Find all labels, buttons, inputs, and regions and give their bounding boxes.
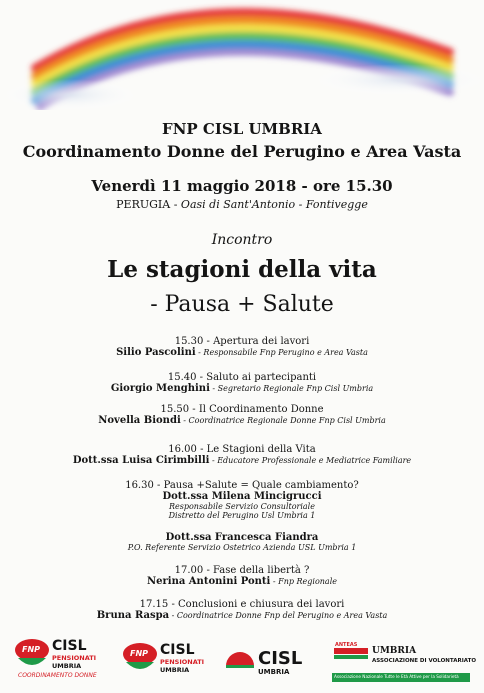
event-title: Le stagioni della vita [107,256,377,283]
brand-line: UMBRIA [258,668,290,676]
event-venue: Oasi di Sant'Antonio - Fontivegge [180,198,368,211]
event-city: PERUGIA - [116,198,181,211]
program-speaker-line [0,347,484,358]
program-role: P.O. Referente Servizio Ostetrico Azienda USL Umbria 1 [127,543,357,552]
program-item [0,372,484,394]
event-subtitle: - Pausa + Salute [150,292,334,317]
brand-line: PENSIONATI [160,658,205,666]
program-speaker-line [0,610,484,621]
program-time: 17.15 - Conclusioni e chiusura dei lavori [139,599,345,610]
badge-text: FNP [22,645,41,654]
program-speaker-line [0,415,484,426]
brand-line: Associazione Nazionale Tutte le Età Attive per la Solidarietà [334,674,459,679]
program-item [0,565,484,587]
program-role: - Segretario Regionale Fnp Cisl Umbria [209,384,374,393]
program-role: Responsabile Servizio Consultoriale [169,502,315,511]
program-role: - Coordinatrice Regionale Donne Fnp Cisl Umbria [180,416,386,425]
program-item [0,480,484,520]
badge-text: ANTEAS [335,642,358,648]
cisl-umbria-logo [222,632,327,687]
program-speaker-line [0,455,484,466]
program-speaker: Nerina Antonini Ponti [147,576,271,587]
brand-name: CISL [52,638,87,654]
brand-name: CISL [160,642,195,658]
program-speaker: Dott.ssa Luisa Cirimbilli [72,455,210,466]
coordination-title: Coordinamento Donne del Perugino e Area Vasta [22,142,462,161]
event-date: Venerdì 11 maggio 2018 - ore 15.30 [91,177,393,195]
fnp-cisl-logo [120,632,230,687]
fnp-cisl-donne-logo [12,632,122,687]
brand-line: UMBRIA [160,666,190,674]
program-role: - Responsabile Fnp Perugino e Area Vasta [195,348,368,357]
program-time: 16.00 - Le Stagioni della Vita [168,444,316,455]
program-time: 15.40 - Saluto ai partecipanti [167,372,317,383]
brand-line: ASSOCIAZIONE DI VOLONTARIATO [372,658,477,664]
program-time: 15.50 - Il Coordinamento Donne [160,404,324,415]
brand-line: UMBRIA [52,662,82,670]
logo-footer [0,632,484,687]
program-item [0,599,484,621]
brand-name: CISL [258,648,303,669]
program-speaker-line [0,576,484,587]
organization-name: FNP CISL UMBRIA [162,120,322,138]
brand-line: COORDINAMENTO DONNE [18,672,97,679]
program-item [0,532,484,552]
program-role: - Educatore Professionale e Mediatrice Familiare [209,456,412,465]
program-speaker: Giorgio Menghini [110,383,210,394]
program-item [0,404,484,426]
event-location [0,198,484,211]
program-time: 16.30 - Pausa +Salute = Quale cambiamento? [125,480,359,491]
program-speaker-line [0,383,484,394]
program-role: - Coordinatrice Donne Fnp del Perugino e Area Vasta [169,611,388,620]
program-speaker: Novella Biondi [98,415,181,426]
program-speaker: Dott.ssa Francesca Fiandra [165,532,319,543]
program-speaker: Bruna Raspa [96,610,170,621]
program-speaker: Dott.ssa Milena Mincigrucci [162,491,322,502]
program-speaker: Silio Pascolini [116,347,196,358]
rainbow-graphic [0,0,484,110]
program-role: - Fnp Regionale [270,577,337,586]
program-item [0,444,484,466]
program-time: 17.00 - Fase della libertà ? [174,565,310,576]
badge-text: FNP [130,649,149,658]
program-role: Distretto del Perugino Usl Umbria 1 [168,511,316,520]
event-kind: Incontro [211,232,273,248]
brand-line: PENSIONATI [52,654,97,662]
brand-name: UMBRIA [372,646,417,656]
program-time: 15.30 - Apertura dei lavori [174,336,310,347]
anteas-umbria-logo [330,632,477,687]
program-item [0,336,484,358]
